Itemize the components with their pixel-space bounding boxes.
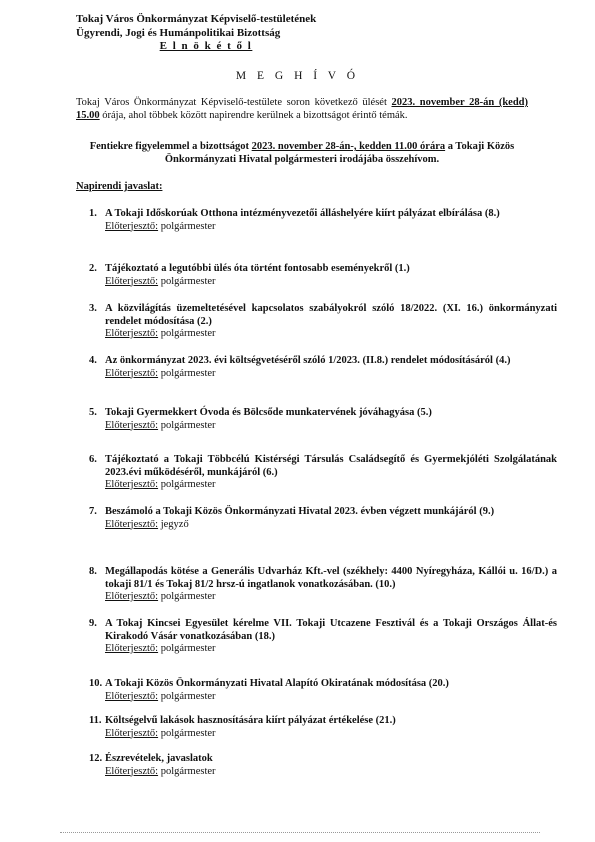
presenter-name: polgármester [158, 367, 216, 379]
agenda-item-presenter [105, 420, 557, 433]
agenda-item [76, 407, 557, 432]
presenter-label: Előterjesztő: [105, 367, 159, 379]
agenda-item [76, 208, 557, 233]
agenda-item-presenter [105, 276, 557, 289]
agenda-item-number: 4. [89, 355, 97, 366]
agenda-item-number: 8. [89, 566, 97, 577]
agenda-item-title: Tokaji Gyermekkert Óvoda és Bölcsőde munkatervének jóváhagyása (5.) [105, 407, 432, 418]
agenda-item-number: 2. [89, 263, 97, 274]
agenda-item-presenter [105, 328, 557, 341]
presenter-label: Előterjesztő: [105, 479, 159, 490]
agenda-item-title: A Tokaj Kincsei Egyesület kérelme VII. Tokaji Utcazene Fesztivál és a Tokaji Országos Állat-és Kirakodó Vásár vonatkozásában (18.) [105, 618, 557, 642]
agenda-item-title: Tájékoztató a legutóbbi ülés óta történt fontosabb eseményekről (1.) [105, 263, 410, 274]
agenda-item [76, 753, 557, 778]
agenda-item-presenter [105, 479, 557, 492]
agenda-item-title: Költségelvű lakások hasznosítására kiírt pályázat értékelése (21.) [105, 715, 396, 726]
presenter-name: polgármester [158, 275, 216, 287]
agenda-item [76, 454, 557, 492]
agenda-item [76, 715, 557, 740]
presenter-label: Előterjesztő: [105, 690, 159, 702]
agenda-item-presenter [105, 766, 557, 779]
letterhead-line-2: Ügyrendi, Jogi és Humánpolitikai Bizottság [76, 26, 281, 39]
presenter-label: Előterjesztő: [105, 591, 159, 602]
presenter-label: Előterjesztő: [105, 765, 159, 777]
agenda-item [76, 566, 557, 604]
presenter-name: polgármester [158, 643, 216, 654]
agenda-item-number: 7. [89, 506, 97, 517]
agenda-heading: Napirendi javaslat: [76, 181, 163, 192]
summons-text-a: Fentiekre figyelemmel a bizottságot [89, 141, 252, 152]
intro-text-b: órája, ahol többek között napirendre kerülnek a bizottságot érintő témák. [99, 110, 408, 121]
agenda-item-number: 10. [89, 678, 103, 689]
intro-text-a: Tokaj Város Önkormányzat Képviselő-testülete soron következő ülését [76, 97, 392, 108]
letterhead [76, 13, 336, 54]
footer-divider [60, 832, 540, 833]
letterhead-line-1: Tokaj Város Önkormányzat Képviselő-testületének [76, 13, 317, 25]
agenda-item [76, 355, 557, 380]
agenda-item [76, 506, 557, 531]
agenda-item-number: 11. [89, 715, 102, 726]
agenda-item-number: 1. [89, 208, 97, 219]
presenter-label: Előterjesztő: [105, 275, 159, 287]
presenter-label: Előterjesztő: [105, 727, 159, 739]
agenda-item-title: A Tokaji Közös Önkormányzati Hivatal Alapító Okiratának módosítása (20.) [105, 678, 449, 689]
presenter-label: Előterjesztő: [105, 643, 159, 654]
agenda-item-number: 9. [89, 618, 97, 629]
presenter-name: polgármester [158, 479, 216, 490]
intro-date: 2023. november 28-án (kedd) 15.00 [76, 97, 528, 121]
agenda-item-title: Megállapodás kötése a Generális Udvarház Kft.-vel (székhely: 4400 Nyíregyháza, Kállói u. 16/D.) a tokaji 81/1 és Tokaj 81/2 hrsz-ú ingatlanok vonatkozásában. (10.) [105, 566, 557, 590]
agenda-item-presenter [105, 368, 557, 381]
presenter-name: polgármester [158, 328, 216, 339]
agenda-item-presenter [105, 691, 557, 704]
presenter-name: polgármester [158, 591, 216, 602]
agenda-item [76, 303, 557, 341]
intro-paragraph [76, 96, 528, 122]
letterhead-line-3: E l n ö k é t ő l [159, 40, 253, 52]
agenda-item-presenter [105, 221, 557, 234]
agenda-item-title: A Tokaji Időskorúak Otthona intézményvezetői álláshelyére kiírt pályázat elbírálása (8.) [105, 208, 500, 219]
agenda-item-presenter [105, 591, 557, 604]
summons-paragraph [76, 140, 528, 166]
agenda-item-title: A közvilágítás üzemeltetésével kapcsolatos szabályokról szóló 18/2022. (XI. 16.) önkormányzati rendelet módosítása (2.) [105, 303, 557, 327]
agenda-item-presenter [105, 643, 557, 656]
agenda-item-title: Az önkormányzat 2023. évi költségvetéséről szóló 1/2023. (II.8.) rendelet módosításáról (4.) [105, 355, 511, 366]
agenda-item-number: 5. [89, 407, 97, 418]
agenda-item-number: 3. [89, 303, 97, 314]
agenda-item [76, 678, 557, 703]
agenda-item-number: 6. [89, 454, 97, 465]
presenter-name: polgármester [158, 690, 216, 702]
document-title: M E G H Í V Ó [235, 70, 360, 82]
presenter-label: Előterjesztő: [105, 220, 159, 232]
presenter-name: polgármester [158, 765, 216, 777]
agenda-item-title: Észrevételek, javaslatok [105, 753, 213, 764]
agenda-item-title: Tájékoztató a Tokaji Többcélú Kistérségi Társulás Családsegítő és Gyermekjóléti Szolgálatának 2023.évi működéséről, munkájáról (6.) [105, 454, 557, 478]
presenter-label: Előterjesztő: [105, 518, 159, 530]
presenter-label: Előterjesztő: [105, 419, 159, 431]
agenda-item-number: 12. [89, 753, 103, 764]
agenda-item [76, 263, 557, 288]
presenter-name: polgármester [158, 220, 216, 232]
agenda-item [76, 618, 557, 656]
summons-text-b: a Tokaji Közös Önkormányzati Hivatal polgármesteri irodájába összehívom. [164, 141, 515, 165]
agenda-item-presenter [105, 519, 557, 532]
summons-date: 2023. november 28-án-, kedden 11.00 órára [251, 141, 446, 152]
presenter-name: jegyző [158, 518, 189, 530]
presenter-name: polgármester [158, 419, 216, 431]
presenter-name: polgármester [158, 727, 216, 739]
agenda-item-title: Beszámoló a Tokaji Közös Önkormányzati Hivatal 2023. évben végzett munkájáról (9.) [105, 506, 495, 517]
agenda-item-presenter [105, 728, 557, 741]
presenter-label: Előterjesztő: [105, 328, 159, 339]
